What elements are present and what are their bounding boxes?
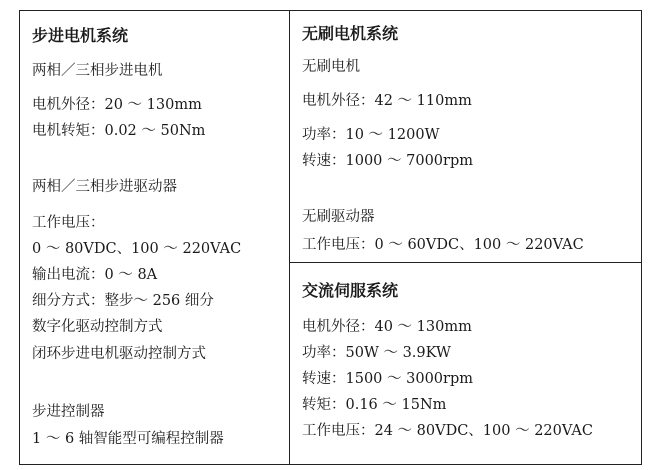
servo-voltage: 工作电压：24 ～ 80VDC、100 ～ 220VAC xyxy=(302,423,593,439)
stepper-motor-heading: 两相／三相步进电机 xyxy=(32,63,163,79)
brushless-motor-heading: 无刷电机 xyxy=(302,59,360,75)
servo-system-title: 交流伺服系统 xyxy=(302,281,399,300)
brushless-driver-heading: 无刷驱动器 xyxy=(302,209,375,225)
servo-motor-diameter: 电机外径：40 ～ 130mm xyxy=(302,319,472,335)
stepper-controller-desc: 1 ～ 6 轴智能型可编程控制器 xyxy=(32,431,224,447)
stepper-controller-heading: 步进控制器 xyxy=(32,404,105,420)
stepper-driver-closed-loop: 闭环步进电机驱动控制方式 xyxy=(32,346,206,362)
stepper-driver-heading: 两相／三相步进驱动器 xyxy=(32,179,177,195)
servo-speed: 转速：1500 ～ 3000rpm xyxy=(302,371,473,387)
brushless-speed: 转速：1000 ～ 7000rpm xyxy=(302,153,473,169)
brushless-system-title: 无刷电机系统 xyxy=(302,24,399,43)
brushless-power: 功率：10 ～ 1200W xyxy=(302,127,440,143)
stepper-system-title: 步进电机系统 xyxy=(32,26,129,45)
spec-table xyxy=(19,10,642,465)
servo-power: 功率：50W ～ 3.9KW xyxy=(302,345,451,361)
servo-torque: 转矩：0.16 ～ 15Nm xyxy=(302,397,447,413)
stepper-motor-diameter: 电机外径：20 ～ 130mm xyxy=(32,97,202,113)
stepper-driver-microstep: 细分方式：整步～ 256 细分 xyxy=(32,293,214,309)
stepper-driver-digital: 数字化驱动控制方式 xyxy=(32,319,163,335)
stepper-driver-voltage-label: 工作电压： xyxy=(32,215,105,231)
stepper-driver-voltage-value: 0 ～ 80VDC、100 ～ 220VAC xyxy=(32,241,242,257)
row-divider xyxy=(289,262,641,263)
stepper-driver-current: 输出电流：0 ～ 8A xyxy=(32,267,158,283)
stepper-motor-torque: 电机转矩：0.02 ～ 50Nm xyxy=(32,123,206,139)
brushless-motor-diameter: 电机外径：42 ～ 110mm xyxy=(302,93,472,109)
brushless-driver-voltage: 工作电压：0 ～ 60VDC、100 ～ 220VAC xyxy=(302,237,584,253)
column-divider xyxy=(289,10,290,465)
